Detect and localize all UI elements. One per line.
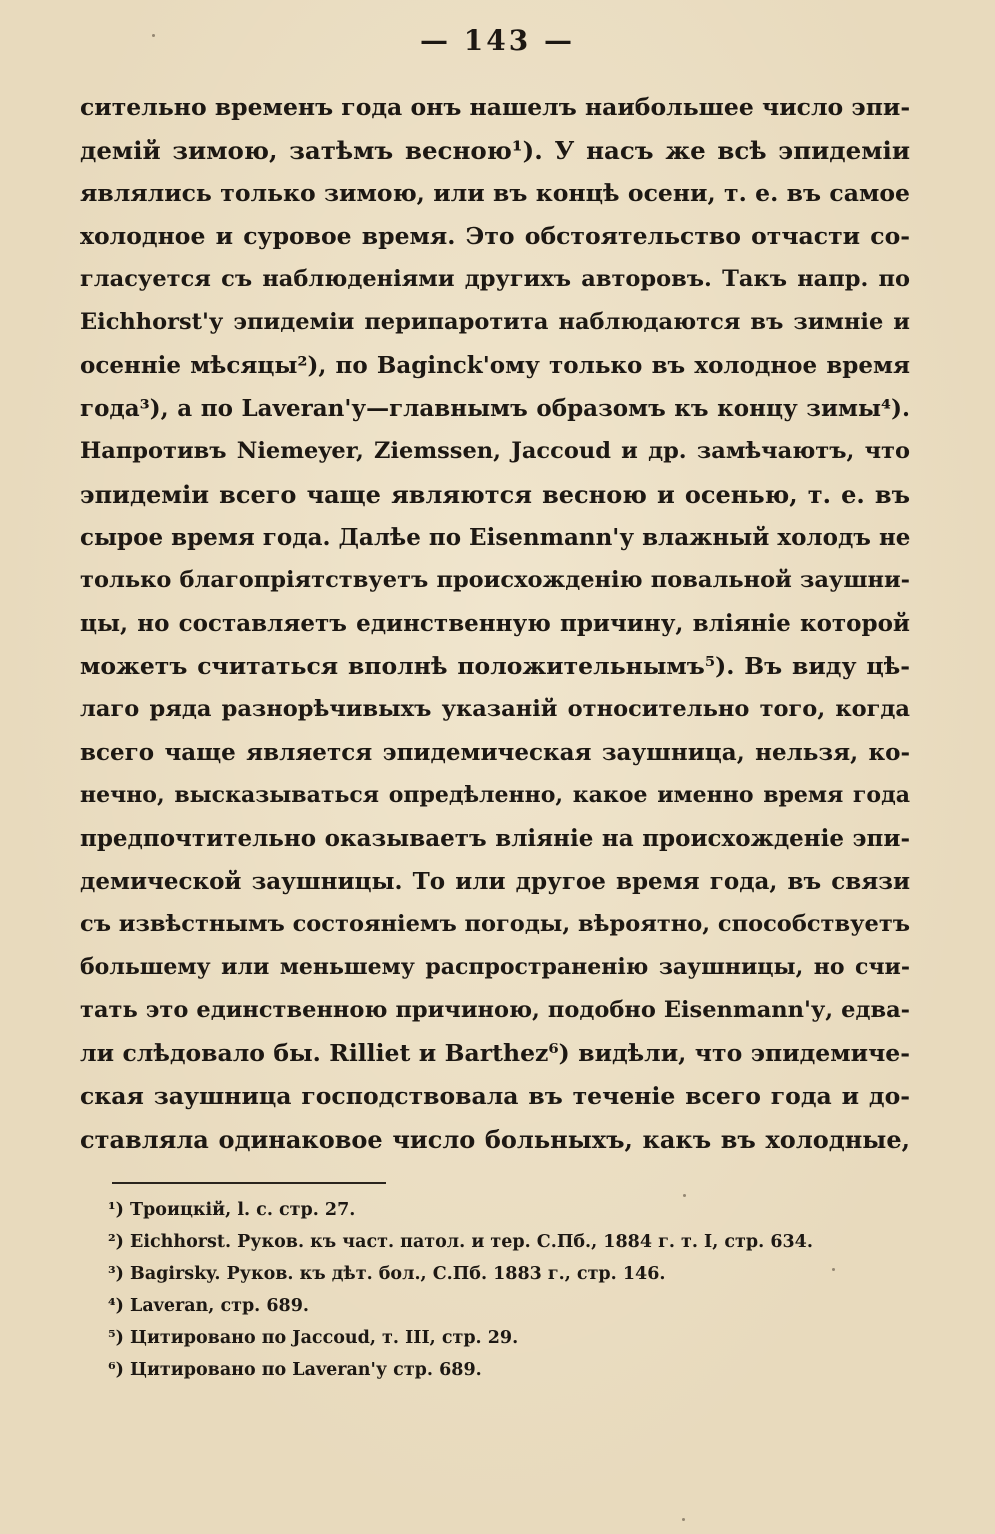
footnote: ²) Eichhorst. Руков. къ част. патол. и тер. С.Пб., 1884 г. т. I, стр. 634. <box>108 1232 813 1252</box>
text-line: являлись только зимою, или въ концѣ осени, т. е. въ самое <box>80 179 910 207</box>
text-line: сырое время года. Далѣе по Eisenmann'у влажный холодъ не <box>80 524 910 551</box>
main-text <box>80 86 910 1161</box>
footnotes <box>108 1194 908 1386</box>
text-line: большему или меньшему распространенію заушницы, но счи- <box>80 954 910 980</box>
paper-speck <box>683 1194 686 1197</box>
text-line: всего чаще является эпидемическая заушница, нельзя, ко- <box>80 739 910 766</box>
text-line: демической заушницы. То или другое время года, въ связи <box>80 868 910 895</box>
text-line: гласуется съ наблюденіями другихъ авторовъ. Такъ напр. по <box>80 266 910 292</box>
footnote: ⁴) Laveran, стр. 689. <box>108 1296 309 1316</box>
paper-speck <box>832 1268 835 1271</box>
footnote: ⁵) Цитировано по Jaccoud, т. III, стр. 29. <box>108 1328 519 1348</box>
text-line: ская заушница господствовала въ теченіе всего года и до- <box>80 1082 910 1110</box>
footnote: ¹) Троицкій, l. c. стр. 27. <box>108 1200 356 1220</box>
text-line: осенніе мѣсяцы²), по Baginck'ому только въ холодное время <box>80 352 910 379</box>
text-line: Eichhorst'у эпидеміи перипаротита наблюдаются въ зимніе и <box>80 309 910 335</box>
text-line: холодное и суровое время. Это обстоятельство отчасти со- <box>80 222 910 250</box>
footnote-divider <box>112 1182 386 1184</box>
text-line: Напротивъ Niemeyer, Ziemssen, Jaccoud и др. замѣчаютъ, что <box>80 438 910 464</box>
text-line: сительно временъ года онъ нашелъ наибольшее число эпи- <box>80 93 910 121</box>
text-line: нечно, высказываться опредѣленно, какое именно время года <box>80 782 910 808</box>
paper-speck <box>682 1518 685 1521</box>
footnote: ³) Bagirsky. Руков. къ дѣт. бол., С.Пб. 1883 г., стр. 146. <box>108 1264 666 1284</box>
text-line: съ извѣстнымъ состояніемъ погоды, вѣроятно, способствуетъ <box>80 911 910 937</box>
text-line: года³), а по Laveran'у—главнымъ образомъ къ концу зимы⁴). <box>80 395 910 422</box>
text-line: предпочтительно оказываетъ вліяніе на происхожденіе эпи- <box>80 825 910 852</box>
text-line: эпидеміи всего чаще являются весною и осенью, т. е. въ <box>80 480 910 509</box>
text-line: цы, но составляетъ единственную причину, вліяніе которой <box>80 610 910 637</box>
footnote: ⁶) Цитировано по Laveran'у стр. 689. <box>108 1360 482 1380</box>
text-line: лаго ряда разнорѣчивыхъ указаній относительно того, когда <box>80 696 910 722</box>
text-line: ставляла одинаковое число больныхъ, какъ въ холодные, <box>80 1125 910 1154</box>
text-line: тать это единственною причиною, подобно Eisenmann'у, едва- <box>80 997 910 1023</box>
text-line: демій зимою, затѣмъ весною¹). У насъ же всѣ эпидеміи <box>80 136 910 165</box>
paper-speck <box>152 34 155 37</box>
text-line: только благопріятствуетъ происхожденію повальной заушни- <box>80 567 910 593</box>
page-number: — 143 — <box>420 24 575 57</box>
text-line: ли слѣдовало бы. Rilliet и Barthez⁶) видѣли, что эпидемиче- <box>80 1039 910 1067</box>
text-line: можетъ считаться вполнѣ положительнымъ⁵). Въ виду цѣ- <box>80 652 910 680</box>
